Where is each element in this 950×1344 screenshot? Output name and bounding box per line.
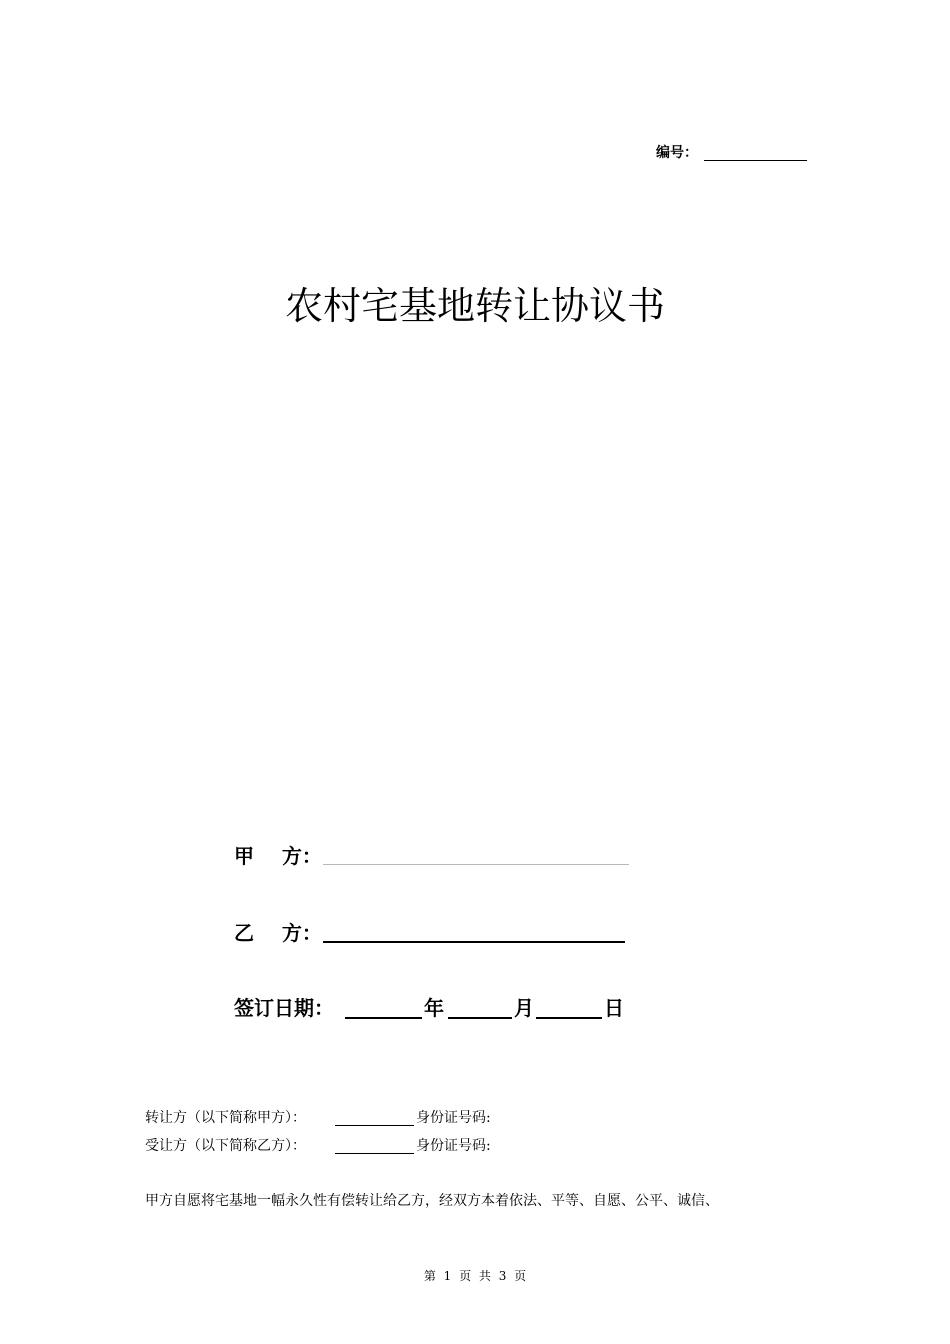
transferee-id-label: 身份证号码: — [416, 1138, 491, 1154]
signing-day-blank — [536, 1017, 602, 1019]
page-footer: 第 1 页 共 3 页 — [423, 1269, 527, 1283]
signing-year-blank — [345, 1017, 422, 1019]
party-a-label: 甲 方： — [234, 844, 322, 868]
transferor-id-label: 身份证号码: — [416, 1110, 491, 1126]
transferor-name-blank — [335, 1125, 414, 1126]
party-b-blank — [323, 941, 625, 943]
signing-day-unit: 日 — [604, 996, 624, 1020]
transferor-label: 转让方（以下简称甲方）： — [145, 1110, 306, 1126]
party-a-blank — [323, 864, 629, 865]
document-title: 农村宅基地转让协议书 — [284, 284, 665, 328]
signing-year-unit: 年 — [424, 996, 444, 1020]
agreement-paragraph: 甲方自愿将宅基地一幅永久性有偿转让给乙方，经双方本着依法、平等、自愿、公平、诚信、 — [145, 1193, 719, 1209]
signing-month-blank — [448, 1017, 512, 1019]
party-b-label: 乙 方： — [234, 921, 322, 945]
signing-date-label: 签订日期： — [234, 996, 334, 1020]
transferee-label: 受让方（以下简称乙方）： — [145, 1138, 306, 1154]
document-number-label: 编号： — [656, 145, 698, 161]
transferee-name-blank — [335, 1153, 414, 1154]
signing-month-unit: 月 — [514, 996, 534, 1020]
document-number-blank — [704, 160, 807, 161]
